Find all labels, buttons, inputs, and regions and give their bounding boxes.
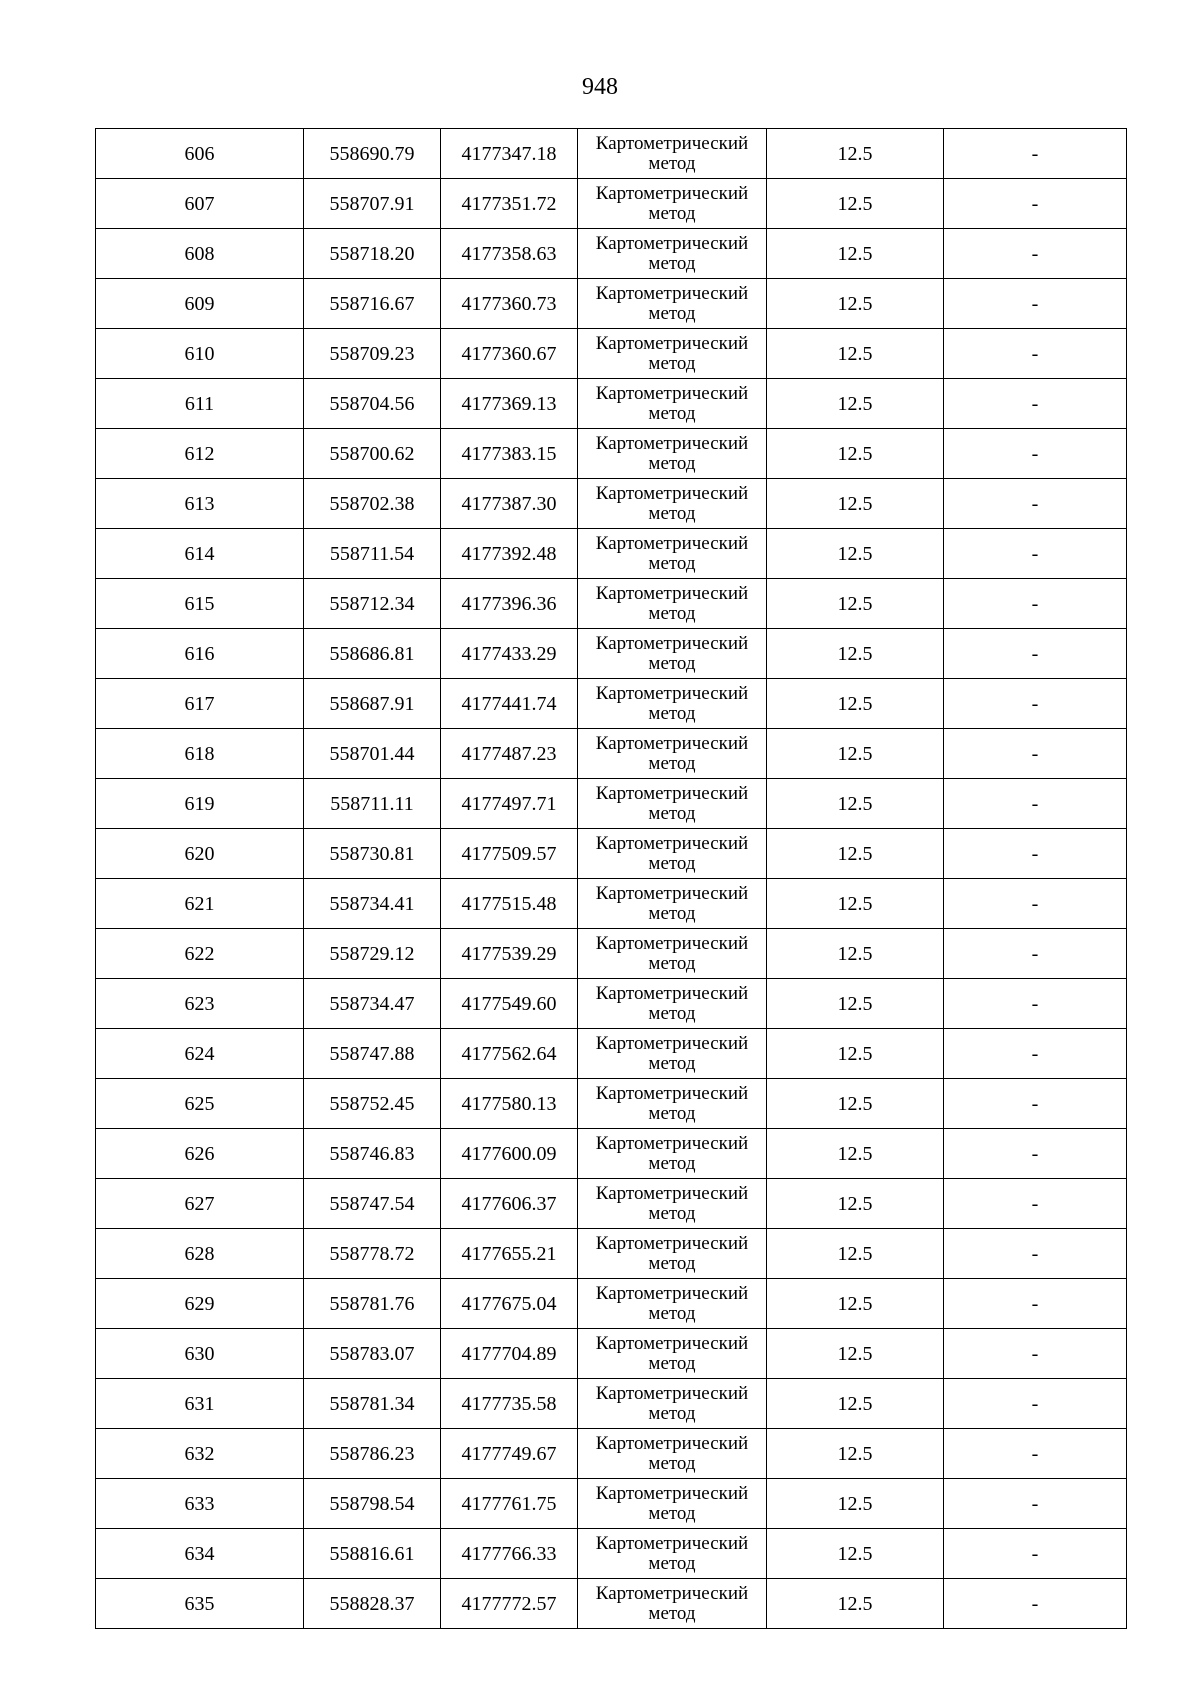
note-cell: - (944, 279, 1127, 329)
point-number-cell: 628 (96, 1229, 304, 1279)
method-line-2: метод (648, 1452, 696, 1474)
accuracy-cell: 12.5 (767, 429, 944, 479)
note-cell: - (944, 1529, 1127, 1579)
point-number-cell: 606 (96, 129, 304, 179)
y-coordinate-cell: 4177369.13 (441, 379, 578, 429)
x-coordinate-cell: 558702.38 (304, 479, 441, 529)
method-cell (578, 1329, 767, 1379)
method-cell (578, 879, 767, 929)
note-cell: - (944, 179, 1127, 229)
note-cell: - (944, 979, 1127, 1029)
x-coordinate-cell: 558716.67 (304, 279, 441, 329)
x-coordinate-cell: 558798.54 (304, 1479, 441, 1529)
coordinates-table-body (96, 129, 1127, 1629)
x-coordinate-cell: 558734.47 (304, 979, 441, 1029)
x-coordinate-cell: 558747.54 (304, 1179, 441, 1229)
x-coordinate-cell: 558718.20 (304, 229, 441, 279)
y-coordinate-cell: 4177396.36 (441, 579, 578, 629)
y-coordinate-cell: 4177580.13 (441, 1079, 578, 1129)
method-cell (578, 1479, 767, 1529)
table-row (96, 179, 1127, 229)
point-number-cell: 632 (96, 1429, 304, 1479)
table-row (96, 1179, 1127, 1229)
x-coordinate-cell: 558781.34 (304, 1379, 441, 1429)
table-row (96, 229, 1127, 279)
method-line-2: метод (648, 1602, 696, 1624)
accuracy-cell: 12.5 (767, 579, 944, 629)
x-coordinate-cell: 558707.91 (304, 179, 441, 229)
point-number-cell: 617 (96, 679, 304, 729)
point-number-cell: 635 (96, 1579, 304, 1629)
point-number-cell: 633 (96, 1479, 304, 1529)
y-coordinate-cell: 4177761.75 (441, 1479, 578, 1529)
note-cell: - (944, 579, 1127, 629)
note-cell: - (944, 229, 1127, 279)
table-row (96, 429, 1127, 479)
x-coordinate-cell: 558734.41 (304, 879, 441, 929)
method-line-1: Картометрический (595, 232, 749, 254)
x-coordinate-cell: 558704.56 (304, 379, 441, 429)
table-row (96, 1229, 1127, 1279)
method-line-1: Картометрический (595, 1232, 749, 1254)
y-coordinate-cell: 4177600.09 (441, 1129, 578, 1179)
method-cell (578, 629, 767, 679)
y-coordinate-cell: 4177509.57 (441, 829, 578, 879)
point-number-cell: 630 (96, 1329, 304, 1379)
accuracy-cell: 12.5 (767, 1029, 944, 1079)
method-cell (578, 229, 767, 279)
note-cell: - (944, 829, 1127, 879)
point-number-cell: 611 (96, 379, 304, 429)
method-line-2: метод (648, 252, 696, 274)
point-number-cell: 618 (96, 729, 304, 779)
note-cell: - (944, 779, 1127, 829)
point-number-cell: 612 (96, 429, 304, 479)
point-number-cell: 614 (96, 529, 304, 579)
accuracy-cell: 12.5 (767, 229, 944, 279)
method-line-1: Картометрический (595, 1132, 749, 1154)
point-number-cell: 610 (96, 329, 304, 379)
method-line-1: Картометрический (595, 1532, 749, 1554)
method-line-2: метод (648, 1352, 696, 1374)
y-coordinate-cell: 4177497.71 (441, 779, 578, 829)
table-row (96, 1279, 1127, 1329)
method-line-1: Картометрический (595, 432, 749, 454)
accuracy-cell: 12.5 (767, 1429, 944, 1479)
method-cell (578, 1179, 767, 1229)
accuracy-cell: 12.5 (767, 829, 944, 879)
table-row (96, 1579, 1127, 1629)
method-line-2: метод (648, 152, 696, 174)
method-cell (578, 1279, 767, 1329)
table-row (96, 129, 1127, 179)
x-coordinate-cell: 558700.62 (304, 429, 441, 479)
method-line-1: Картометрический (595, 132, 749, 154)
method-cell (578, 1579, 767, 1629)
table-row (96, 329, 1127, 379)
method-line-1: Картометрический (595, 1282, 749, 1304)
table-row (96, 779, 1127, 829)
point-number-cell: 620 (96, 829, 304, 879)
point-number-cell: 609 (96, 279, 304, 329)
table-row (96, 1329, 1127, 1379)
y-coordinate-cell: 4177360.73 (441, 279, 578, 329)
method-line-2: метод (648, 652, 696, 674)
note-cell: - (944, 1379, 1127, 1429)
coordinates-table (95, 128, 1127, 1629)
method-line-2: метод (648, 302, 696, 324)
method-line-1: Картометрический (595, 482, 749, 504)
y-coordinate-cell: 4177749.67 (441, 1429, 578, 1479)
accuracy-cell: 12.5 (767, 279, 944, 329)
method-line-1: Картометрический (595, 1332, 749, 1354)
method-cell (578, 379, 767, 429)
y-coordinate-cell: 4177351.72 (441, 179, 578, 229)
x-coordinate-cell: 558786.23 (304, 1429, 441, 1479)
y-coordinate-cell: 4177433.29 (441, 629, 578, 679)
y-coordinate-cell: 4177655.21 (441, 1229, 578, 1279)
note-cell: - (944, 679, 1127, 729)
accuracy-cell: 12.5 (767, 1079, 944, 1129)
method-line-1: Картометрический (595, 682, 749, 704)
method-line-2: метод (648, 852, 696, 874)
accuracy-cell: 12.5 (767, 779, 944, 829)
accuracy-cell: 12.5 (767, 1229, 944, 1279)
accuracy-cell: 12.5 (767, 379, 944, 429)
note-cell: - (944, 1179, 1127, 1229)
point-number-cell: 616 (96, 629, 304, 679)
method-line-2: метод (648, 402, 696, 424)
x-coordinate-cell: 558746.83 (304, 1129, 441, 1179)
point-number-cell: 607 (96, 179, 304, 229)
table-row (96, 929, 1127, 979)
method-line-1: Картометрический (595, 532, 749, 554)
note-cell: - (944, 1029, 1127, 1079)
accuracy-cell: 12.5 (767, 629, 944, 679)
y-coordinate-cell: 4177392.48 (441, 529, 578, 579)
method-line-1: Картометрический (595, 982, 749, 1004)
note-cell: - (944, 529, 1127, 579)
point-number-cell: 631 (96, 1379, 304, 1429)
method-cell (578, 1229, 767, 1279)
method-line-2: метод (648, 1002, 696, 1024)
method-line-2: метод (648, 752, 696, 774)
x-coordinate-cell: 558752.45 (304, 1079, 441, 1129)
method-cell (578, 679, 767, 729)
note-cell: - (944, 1329, 1127, 1379)
note-cell: - (944, 379, 1127, 429)
y-coordinate-cell: 4177383.15 (441, 429, 578, 479)
method-cell (578, 1129, 767, 1179)
table-row (96, 1029, 1127, 1079)
accuracy-cell: 12.5 (767, 1329, 944, 1379)
y-coordinate-cell: 4177772.57 (441, 1579, 578, 1629)
method-line-1: Картометрический (595, 582, 749, 604)
table-row (96, 579, 1127, 629)
table-row (96, 1079, 1127, 1129)
note-cell: - (944, 479, 1127, 529)
table-row (96, 729, 1127, 779)
point-number-cell: 623 (96, 979, 304, 1029)
method-line-1: Картометрический (595, 182, 749, 204)
accuracy-cell: 12.5 (767, 879, 944, 929)
x-coordinate-cell: 558709.23 (304, 329, 441, 379)
note-cell: - (944, 1479, 1127, 1529)
y-coordinate-cell: 4177539.29 (441, 929, 578, 979)
method-cell (578, 529, 767, 579)
x-coordinate-cell: 558781.76 (304, 1279, 441, 1329)
method-cell (578, 579, 767, 629)
method-line-2: метод (648, 802, 696, 824)
note-cell: - (944, 329, 1127, 379)
point-number-cell: 621 (96, 879, 304, 929)
x-coordinate-cell: 558687.91 (304, 679, 441, 729)
method-cell (578, 279, 767, 329)
point-number-cell: 613 (96, 479, 304, 529)
y-coordinate-cell: 4177487.23 (441, 729, 578, 779)
y-coordinate-cell: 4177675.04 (441, 1279, 578, 1329)
x-coordinate-cell: 558701.44 (304, 729, 441, 779)
table-row (96, 1529, 1127, 1579)
method-line-2: метод (648, 1102, 696, 1124)
method-line-2: метод (648, 602, 696, 624)
table-row (96, 379, 1127, 429)
method-line-2: метод (648, 552, 696, 574)
point-number-cell: 634 (96, 1529, 304, 1579)
accuracy-cell: 12.5 (767, 179, 944, 229)
point-number-cell: 608 (96, 229, 304, 279)
method-cell (578, 429, 767, 479)
accuracy-cell: 12.5 (767, 1129, 944, 1179)
method-line-1: Картометрический (595, 832, 749, 854)
x-coordinate-cell: 558711.11 (304, 779, 441, 829)
page-number: 948 (582, 74, 618, 100)
point-number-cell: 627 (96, 1179, 304, 1229)
method-line-2: метод (648, 502, 696, 524)
accuracy-cell: 12.5 (767, 1179, 944, 1229)
method-line-2: метод (648, 1252, 696, 1274)
accuracy-cell: 12.5 (767, 979, 944, 1029)
x-coordinate-cell: 558783.07 (304, 1329, 441, 1379)
table-row (96, 529, 1127, 579)
table-row (96, 879, 1127, 929)
x-coordinate-cell: 558729.12 (304, 929, 441, 979)
method-cell (578, 929, 767, 979)
table-row (96, 1429, 1127, 1479)
method-cell (578, 179, 767, 229)
method-line-2: метод (648, 1502, 696, 1524)
method-line-2: метод (648, 1052, 696, 1074)
note-cell: - (944, 129, 1127, 179)
method-cell (578, 829, 767, 879)
x-coordinate-cell: 558711.54 (304, 529, 441, 579)
method-cell (578, 1529, 767, 1579)
method-line-1: Картометрический (595, 1082, 749, 1104)
method-line-2: метод (648, 1302, 696, 1324)
point-number-cell: 622 (96, 929, 304, 979)
method-line-2: метод (648, 1402, 696, 1424)
note-cell: - (944, 1579, 1127, 1629)
table-row (96, 1129, 1127, 1179)
note-cell: - (944, 1429, 1127, 1479)
method-line-1: Картометрический (595, 1482, 749, 1504)
note-cell: - (944, 1279, 1127, 1329)
method-line-1: Картометрический (595, 332, 749, 354)
accuracy-cell: 12.5 (767, 329, 944, 379)
method-line-1: Картометрический (595, 782, 749, 804)
method-line-2: метод (648, 952, 696, 974)
point-number-cell: 624 (96, 1029, 304, 1079)
method-cell (578, 329, 767, 379)
note-cell: - (944, 1229, 1127, 1279)
method-line-1: Картометрический (595, 1432, 749, 1454)
accuracy-cell: 12.5 (767, 929, 944, 979)
point-number-cell: 626 (96, 1129, 304, 1179)
method-line-2: метод (648, 452, 696, 474)
method-cell (578, 1429, 767, 1479)
y-coordinate-cell: 4177360.67 (441, 329, 578, 379)
note-cell: - (944, 929, 1127, 979)
x-coordinate-cell: 558730.81 (304, 829, 441, 879)
point-number-cell: 615 (96, 579, 304, 629)
method-cell (578, 979, 767, 1029)
accuracy-cell: 12.5 (767, 729, 944, 779)
method-line-1: Картометрический (595, 382, 749, 404)
method-cell (578, 1379, 767, 1429)
table-row (96, 679, 1127, 729)
accuracy-cell: 12.5 (767, 529, 944, 579)
table-row (96, 279, 1127, 329)
note-cell: - (944, 1129, 1127, 1179)
y-coordinate-cell: 4177358.63 (441, 229, 578, 279)
note-cell: - (944, 729, 1127, 779)
x-coordinate-cell: 558686.81 (304, 629, 441, 679)
accuracy-cell: 12.5 (767, 1529, 944, 1579)
method-line-2: метод (648, 902, 696, 924)
point-number-cell: 629 (96, 1279, 304, 1329)
method-line-1: Картометрический (595, 732, 749, 754)
accuracy-cell: 12.5 (767, 1479, 944, 1529)
method-line-1: Картометрический (595, 882, 749, 904)
method-cell (578, 1079, 767, 1129)
method-cell (578, 479, 767, 529)
point-number-cell: 619 (96, 779, 304, 829)
method-line-1: Картометрический (595, 632, 749, 654)
table-row (96, 629, 1127, 679)
table-row (96, 829, 1127, 879)
method-line-2: метод (648, 702, 696, 724)
table-row (96, 479, 1127, 529)
method-line-1: Картометрический (595, 932, 749, 954)
method-line-1: Картометрический (595, 1182, 749, 1204)
x-coordinate-cell: 558747.88 (304, 1029, 441, 1079)
note-cell: - (944, 1079, 1127, 1129)
method-line-2: метод (648, 352, 696, 374)
accuracy-cell: 12.5 (767, 479, 944, 529)
method-cell (578, 779, 767, 829)
accuracy-cell: 12.5 (767, 1279, 944, 1329)
y-coordinate-cell: 4177387.30 (441, 479, 578, 529)
method-line-1: Картометрический (595, 282, 749, 304)
y-coordinate-cell: 4177549.60 (441, 979, 578, 1029)
method-line-2: метод (648, 1552, 696, 1574)
y-coordinate-cell: 4177515.48 (441, 879, 578, 929)
method-line-2: метод (648, 202, 696, 224)
table-row (96, 1379, 1127, 1429)
method-cell (578, 1029, 767, 1079)
y-coordinate-cell: 4177766.33 (441, 1529, 578, 1579)
note-cell: - (944, 429, 1127, 479)
x-coordinate-cell: 558690.79 (304, 129, 441, 179)
accuracy-cell: 12.5 (767, 1579, 944, 1629)
note-cell: - (944, 879, 1127, 929)
method-line-1: Картометрический (595, 1582, 749, 1604)
y-coordinate-cell: 4177735.58 (441, 1379, 578, 1429)
method-line-1: Картометрический (595, 1382, 749, 1404)
x-coordinate-cell: 558778.72 (304, 1229, 441, 1279)
y-coordinate-cell: 4177704.89 (441, 1329, 578, 1379)
accuracy-cell: 12.5 (767, 679, 944, 729)
method-line-2: метод (648, 1202, 696, 1224)
method-line-1: Картометрический (595, 1032, 749, 1054)
x-coordinate-cell: 558828.37 (304, 1579, 441, 1629)
method-line-2: метод (648, 1152, 696, 1174)
x-coordinate-cell: 558712.34 (304, 579, 441, 629)
table-row (96, 979, 1127, 1029)
y-coordinate-cell: 4177347.18 (441, 129, 578, 179)
note-cell: - (944, 629, 1127, 679)
y-coordinate-cell: 4177562.64 (441, 1029, 578, 1079)
point-number-cell: 625 (96, 1079, 304, 1129)
y-coordinate-cell: 4177606.37 (441, 1179, 578, 1229)
table-row (96, 1479, 1127, 1529)
accuracy-cell: 12.5 (767, 1379, 944, 1429)
accuracy-cell: 12.5 (767, 129, 944, 179)
y-coordinate-cell: 4177441.74 (441, 679, 578, 729)
method-cell (578, 129, 767, 179)
x-coordinate-cell: 558816.61 (304, 1529, 441, 1579)
method-cell (578, 729, 767, 779)
